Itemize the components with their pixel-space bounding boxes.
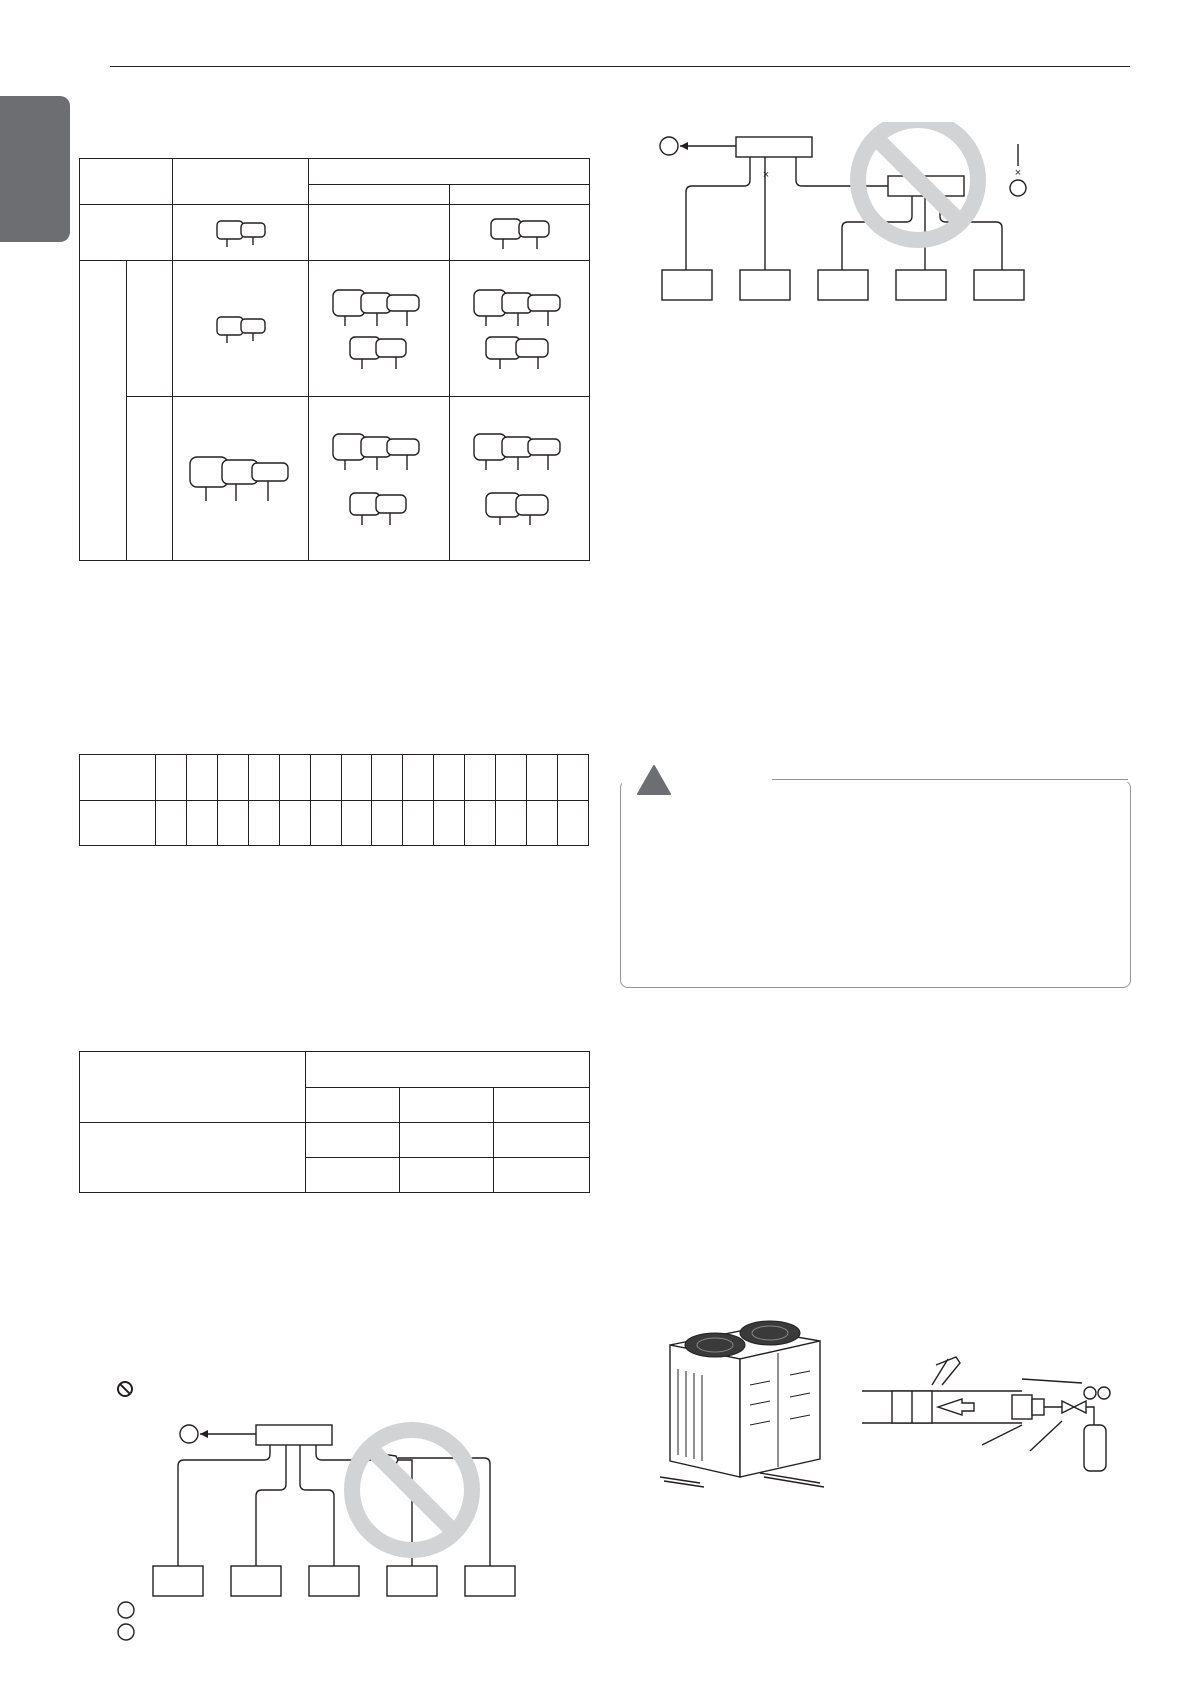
outdoor-unit-icon (660, 1305, 830, 1495)
circle-marker-icon (660, 137, 678, 155)
table-cell (173, 205, 309, 261)
caution-box (620, 780, 1131, 988)
nitrogen-cylinder-icon (862, 1355, 1112, 1475)
header-cell (306, 1052, 590, 1088)
header-cell (80, 159, 173, 205)
header-cell (450, 185, 590, 205)
pipe-2-step-icon (211, 309, 271, 345)
header-cell (309, 159, 590, 185)
table-cell (173, 397, 309, 561)
caution-rule (770, 779, 1128, 780)
circle-marker-icon (118, 1624, 134, 1640)
row-label-cell (80, 205, 173, 261)
pipe-size-grid-table (79, 754, 589, 846)
indoor-unit-box (153, 1566, 203, 1596)
prohibited-header-diagram (650, 122, 1050, 312)
pipe-2-step-icon (482, 331, 558, 371)
pipe-3-step-icon (329, 428, 429, 472)
indoor-unit-box (662, 270, 712, 300)
header-box (736, 137, 812, 157)
pipe-2-step-icon (211, 213, 271, 249)
pipe-2-step-icon (485, 211, 555, 251)
row-group-cell (80, 261, 127, 561)
header-cell (309, 185, 450, 205)
prohibited-icon (116, 1380, 134, 1398)
prohibited-reducer-diagram (150, 1410, 530, 1600)
pipe-2-step-icon (482, 487, 558, 527)
cross-mark: × (1014, 167, 1022, 179)
indoor-unit-box (818, 270, 868, 300)
table-cell (450, 261, 590, 397)
indoor-unit-box (896, 270, 946, 300)
row-label-cell (127, 261, 173, 397)
cross-mark: × (762, 169, 770, 181)
indoor-unit-box (309, 1566, 359, 1596)
table-cell (450, 205, 590, 261)
header-box (256, 1425, 332, 1445)
warning-triangle-icon (636, 764, 672, 796)
pipe-2-step-icon (344, 331, 414, 371)
row-label-cell (80, 1123, 306, 1193)
indoor-unit-box (231, 1566, 281, 1596)
circle-marker-icon (1010, 180, 1026, 196)
table-cell (309, 205, 450, 261)
pipe-3-step-icon (470, 284, 570, 328)
circle-marker-icon (118, 1602, 134, 1618)
cross-mark: × (946, 209, 954, 221)
limit-table (79, 1051, 590, 1193)
indoor-unit-box (974, 270, 1024, 300)
circle-marker-icon (180, 1425, 198, 1443)
language-side-tab (0, 96, 70, 242)
pipe-2-step-icon (344, 487, 414, 527)
indoor-unit-box (740, 270, 790, 300)
header-rule (110, 66, 1130, 67)
legend-markers (116, 1600, 138, 1644)
table-cell (309, 261, 450, 397)
table-cell (173, 261, 309, 397)
pipe-reducer-table (79, 158, 590, 561)
header-cell (80, 1052, 306, 1123)
indoor-unit-box (465, 1566, 515, 1596)
pipe-3-step-icon (186, 449, 296, 505)
table-cell (450, 397, 590, 561)
indoor-unit-box (387, 1566, 437, 1596)
row-label-cell (80, 800, 156, 846)
header-cell (173, 159, 309, 205)
pipe-3-step-icon (329, 284, 429, 328)
row-label-cell (127, 397, 173, 561)
row-label-cell (80, 755, 156, 801)
table-cell (309, 397, 450, 561)
pipe-3-step-icon (470, 428, 570, 472)
